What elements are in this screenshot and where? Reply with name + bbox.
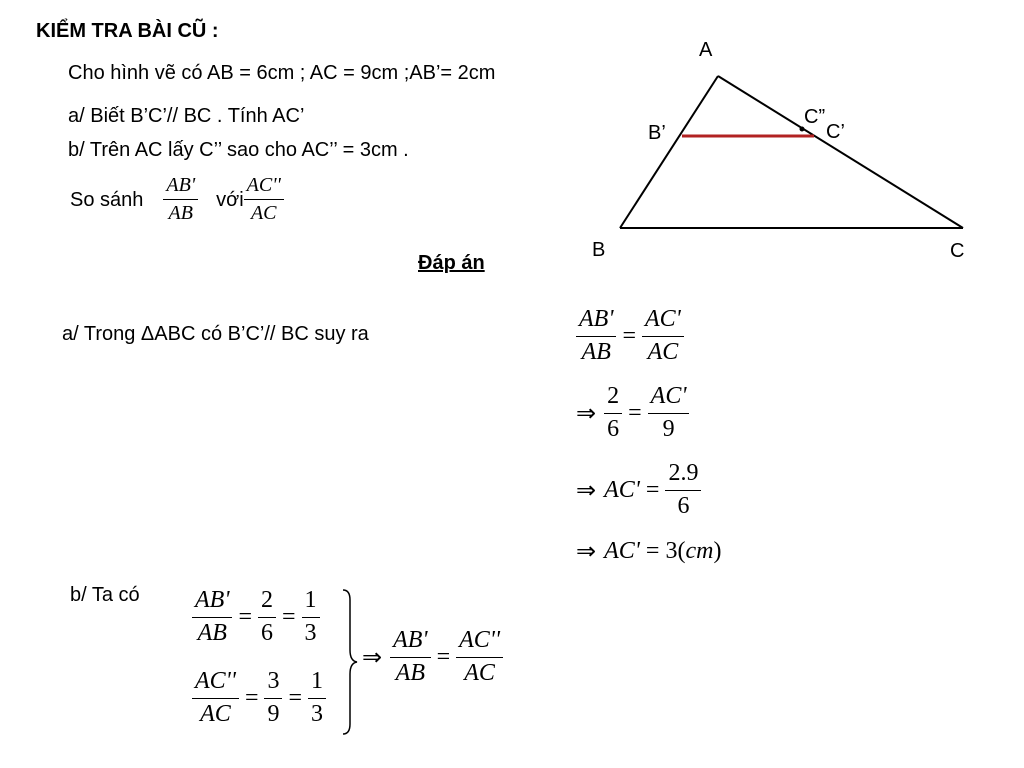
equals-sign: = bbox=[436, 643, 451, 670]
fraction-denominator: 9 bbox=[662, 415, 675, 442]
fraction bbox=[308, 668, 326, 728]
fraction-denominator: AC bbox=[464, 659, 495, 686]
fraction-numerator: AB' bbox=[579, 306, 614, 332]
fraction-bar bbox=[258, 617, 276, 618]
fraction bbox=[192, 668, 239, 728]
fraction-denominator: 6 bbox=[261, 619, 273, 646]
b-result bbox=[362, 627, 503, 687]
fraction bbox=[456, 627, 503, 687]
result-value: 3 bbox=[665, 537, 678, 564]
fraction-numerator: AC' bbox=[645, 306, 681, 332]
fraction bbox=[665, 460, 701, 520]
equals-sign: = bbox=[645, 537, 660, 564]
fraction bbox=[642, 306, 684, 366]
page-title: KIỂM TRA BÀI CŨ : bbox=[36, 20, 219, 42]
fraction-ac-dprime-over-ac bbox=[244, 174, 284, 225]
fraction-bar bbox=[308, 698, 326, 699]
equals-sign: = bbox=[645, 476, 660, 503]
fraction-denominator: AB bbox=[197, 619, 227, 646]
fraction bbox=[302, 587, 320, 647]
result-unit: cm bbox=[685, 537, 714, 564]
compare-label: So sánh bbox=[70, 188, 144, 211]
fraction-bar bbox=[390, 657, 430, 658]
fraction-numerator: 2 bbox=[607, 383, 620, 409]
step-4 bbox=[576, 537, 721, 565]
step-3 bbox=[576, 460, 701, 520]
lhs-ac-prime: AC' bbox=[604, 537, 640, 564]
fraction-denominator: AB bbox=[581, 338, 611, 365]
fraction-bar bbox=[264, 698, 282, 699]
fraction-bar bbox=[665, 490, 701, 491]
compare-with-label: với bbox=[216, 188, 244, 211]
label-c-prime: C’ bbox=[826, 121, 845, 143]
fraction bbox=[258, 587, 276, 647]
paren-close: ) bbox=[713, 537, 722, 564]
label-b: B bbox=[592, 239, 606, 261]
fraction-denominator: 6 bbox=[607, 415, 620, 442]
fraction-bar bbox=[456, 657, 503, 658]
fraction-denominator: 6 bbox=[677, 492, 690, 519]
lhs-ac-prime: AC' bbox=[604, 476, 640, 503]
fraction-numerator: 3 bbox=[267, 668, 280, 694]
equals-sign: = bbox=[238, 603, 252, 630]
implies-icon: ⇒ bbox=[576, 476, 597, 505]
equals-sign: = bbox=[622, 322, 636, 349]
fraction-bar bbox=[648, 413, 690, 414]
fraction-numerator: 2.9 bbox=[668, 460, 699, 486]
fraction-bar bbox=[244, 199, 284, 200]
right-brace-icon bbox=[340, 588, 360, 736]
fraction-numerator: AB' bbox=[195, 587, 230, 613]
fraction-bar bbox=[604, 413, 622, 414]
fraction-denominator: AC bbox=[250, 202, 277, 224]
fraction-numerator: AC' bbox=[650, 383, 687, 409]
label-c-double-prime: C” bbox=[804, 106, 826, 128]
fraction-denominator: 3 bbox=[304, 619, 317, 646]
step-2 bbox=[576, 383, 689, 443]
fraction bbox=[576, 306, 616, 366]
fraction-bar bbox=[163, 199, 198, 200]
fraction-denominator: 9 bbox=[267, 700, 280, 727]
side-ac bbox=[718, 76, 963, 228]
implies-icon: ⇒ bbox=[362, 643, 383, 672]
label-c: C bbox=[950, 240, 965, 262]
fraction-denominator: AB bbox=[168, 202, 193, 224]
fraction bbox=[192, 587, 232, 647]
fraction-denominator: AB bbox=[395, 659, 425, 686]
b-line-1 bbox=[192, 587, 320, 647]
fraction bbox=[648, 383, 690, 443]
label-a: A bbox=[699, 39, 713, 61]
paren-open: ( bbox=[677, 537, 686, 564]
fraction-denominator: AC bbox=[200, 700, 231, 727]
question-part-a: a/ Biết B’C’// BC . Tính AC’ bbox=[68, 105, 305, 127]
fraction bbox=[390, 627, 430, 687]
b-line-2 bbox=[192, 668, 326, 728]
fraction-bar bbox=[642, 336, 684, 337]
answer-heading: Đáp án bbox=[418, 252, 485, 274]
implies-icon: ⇒ bbox=[576, 537, 597, 565]
fraction-bar bbox=[192, 617, 232, 618]
fraction-bar bbox=[302, 617, 320, 618]
label-b-prime: B’ bbox=[648, 122, 666, 144]
answer-part-b-text: b/ Ta có bbox=[70, 584, 140, 606]
fraction bbox=[264, 668, 282, 728]
fraction-numerator: AC'' bbox=[459, 627, 501, 653]
fraction-numerator: 1 bbox=[304, 587, 317, 613]
fraction-numerator: 2 bbox=[261, 587, 273, 613]
equals-sign: = bbox=[244, 684, 259, 711]
equals-sign: = bbox=[288, 684, 303, 711]
fraction-bar bbox=[192, 698, 239, 699]
equals-sign: = bbox=[282, 603, 296, 630]
fraction-bar bbox=[576, 336, 616, 337]
implies-icon: ⇒ bbox=[576, 399, 597, 428]
fraction-denominator: AC bbox=[647, 338, 679, 365]
fraction-denominator: 3 bbox=[311, 700, 324, 727]
fraction-numerator: AB' bbox=[393, 627, 428, 653]
question-part-b: b/ Trên AC lấy C’’ sao cho AC’’ = 3cm . bbox=[68, 139, 409, 161]
fraction bbox=[604, 383, 622, 443]
compare-line bbox=[70, 174, 284, 225]
fraction-ab-prime-over-ab bbox=[163, 174, 198, 225]
fraction-numerator: AC'' bbox=[195, 668, 236, 694]
equals-sign: = bbox=[628, 399, 642, 426]
step-1 bbox=[576, 306, 684, 366]
side-ab bbox=[620, 76, 718, 228]
given-statement: Cho hình vẽ có AB = 6cm ; AC = 9cm ;AB’= 2cm bbox=[68, 62, 496, 84]
fraction-numerator: 1 bbox=[311, 668, 324, 694]
triangle-figure bbox=[590, 30, 990, 270]
fraction-numerator: AB' bbox=[166, 174, 196, 196]
fraction-numerator: AC'' bbox=[246, 174, 281, 196]
answer-part-a-text: a/ Trong ΔABC có B’C’// BC suy ra bbox=[62, 323, 369, 345]
